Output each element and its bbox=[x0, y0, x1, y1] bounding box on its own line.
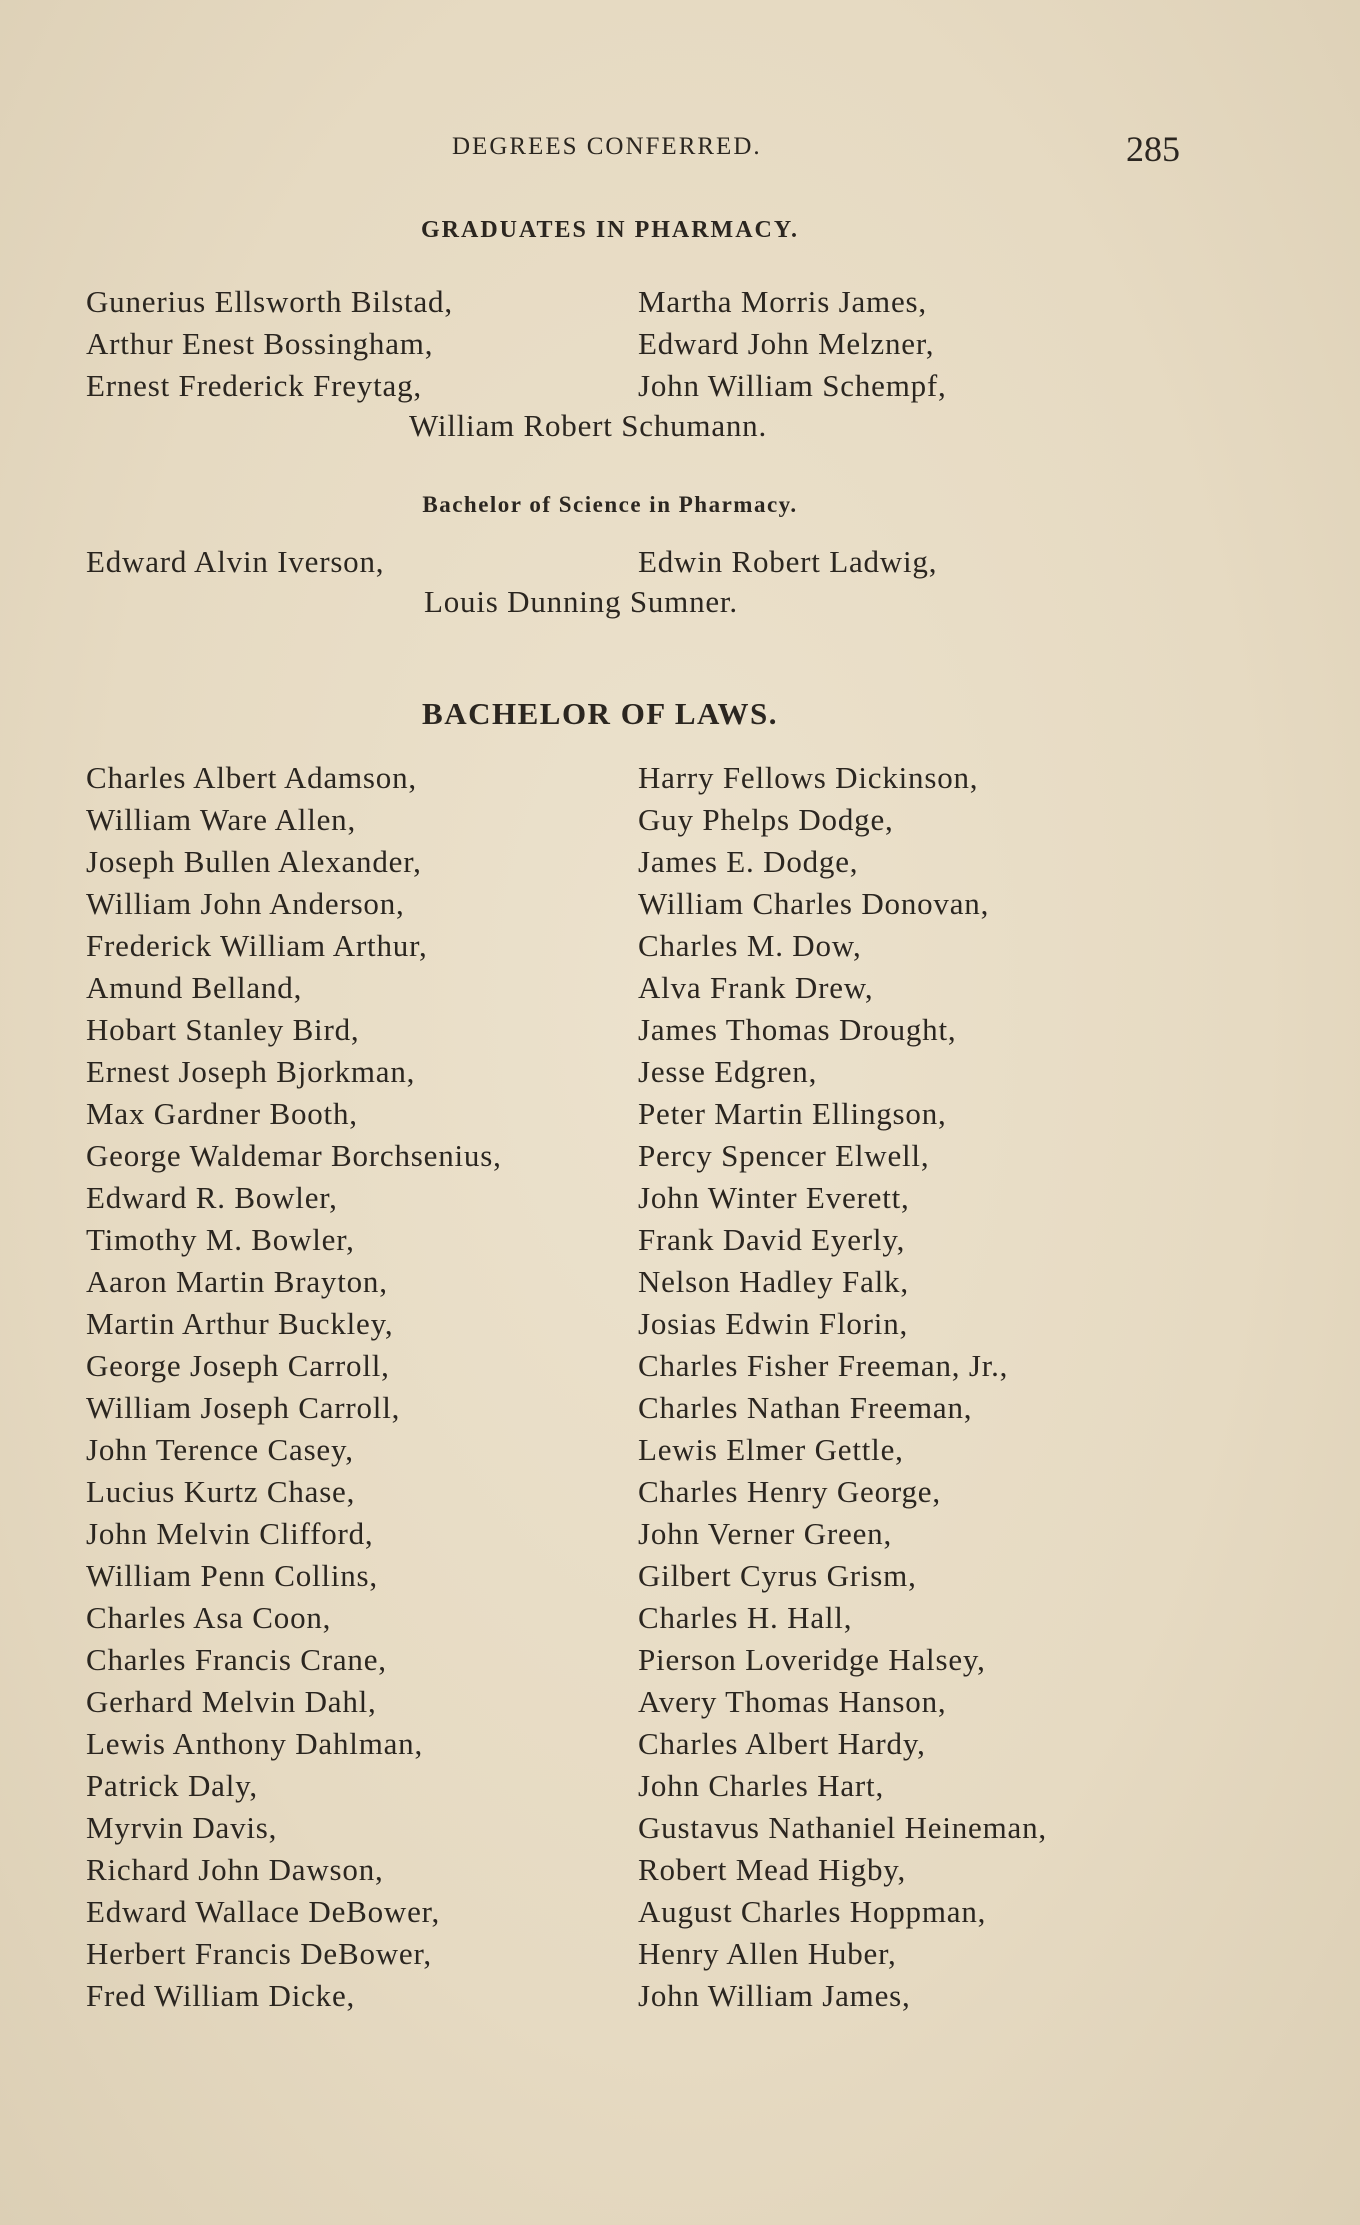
name-entry: Percy Spencer Elwell, bbox=[638, 1138, 930, 1173]
name-entry: John Melvin Clifford, bbox=[86, 1516, 374, 1551]
name-entry: Lewis Anthony Dahlman, bbox=[86, 1726, 424, 1761]
name-entry: Gunerius Ellsworth Bilstad, bbox=[86, 284, 453, 319]
name-entry: Edward John Melzner, bbox=[638, 326, 935, 361]
name-entry: Ernest Frederick Freytag, bbox=[86, 368, 422, 403]
name-entry: Richard John Dawson, bbox=[86, 1852, 384, 1887]
name-entry: Josias Edwin Florin, bbox=[638, 1306, 909, 1341]
name-entry: Edward Alvin Iverson, bbox=[86, 544, 385, 579]
name-entry: Myrvin Davis, bbox=[86, 1810, 278, 1845]
pharmacy-left-column bbox=[86, 281, 453, 407]
page-number: 285 bbox=[1126, 129, 1180, 169]
name-entry: Fred William Dicke, bbox=[86, 1978, 356, 2013]
laws-left-column bbox=[86, 757, 502, 2017]
section-title-graduates-pharmacy: GRADUATES IN PHARMACY. bbox=[420, 217, 800, 243]
name-entry: George Joseph Carroll, bbox=[86, 1348, 390, 1383]
name-entry: Edward Wallace DeBower, bbox=[86, 1894, 441, 1929]
name-entry: Aaron Martin Brayton, bbox=[86, 1264, 388, 1299]
name-entry: Charles Albert Adamson, bbox=[86, 760, 417, 795]
name-entry: John Winter Everett, bbox=[638, 1180, 910, 1215]
name-entry: Charles M. Dow, bbox=[638, 928, 862, 963]
name-entry: Henry Allen Huber, bbox=[638, 1936, 897, 1971]
name-entry: Patrick Daly, bbox=[86, 1768, 258, 1803]
name-entry: Alva Frank Drew, bbox=[638, 970, 874, 1005]
name-entry: Charles Fisher Freeman, Jr., bbox=[638, 1348, 1009, 1383]
laws-right-column bbox=[638, 757, 1047, 2017]
name-entry: Harry Fellows Dickinson, bbox=[638, 760, 979, 795]
name-entry: William Charles Donovan, bbox=[638, 886, 990, 921]
name-entry: Herbert Francis DeBower, bbox=[86, 1936, 432, 1971]
name-entry: John William James, bbox=[638, 1978, 911, 2013]
name-entry: James Thomas Drought, bbox=[638, 1012, 957, 1047]
name-entry: James E. Dodge, bbox=[638, 844, 859, 879]
name-entry: Lucius Kurtz Chase, bbox=[86, 1474, 356, 1509]
name-entry: Martha Morris James, bbox=[638, 284, 927, 319]
name-entry: Hobart Stanley Bird, bbox=[86, 1012, 360, 1047]
name-entry: John William Schempf, bbox=[638, 368, 947, 403]
name-entry: Charles Albert Hardy, bbox=[638, 1726, 926, 1761]
name-entry: John Terence Casey, bbox=[86, 1432, 354, 1467]
name-entry: William Joseph Carroll, bbox=[86, 1390, 401, 1425]
name-entry: Guy Phelps Dodge, bbox=[638, 802, 894, 837]
name-entry: Frederick William Arthur, bbox=[86, 928, 428, 963]
name-entry: Gerhard Melvin Dahl, bbox=[86, 1684, 377, 1719]
name-entry: Joseph Bullen Alexander, bbox=[86, 844, 422, 879]
name-entry: John Verner Green, bbox=[638, 1516, 892, 1551]
bs-pharmacy-right-column bbox=[638, 541, 937, 583]
name-entry: Peter Martin Ellingson, bbox=[638, 1096, 947, 1131]
section-title-bachelor-of-laws: BACHELOR OF LAWS. bbox=[422, 696, 778, 731]
name-entry: William Penn Collins, bbox=[86, 1558, 378, 1593]
name-entry: Charles Nathan Freeman, bbox=[638, 1390, 973, 1425]
name-entry: Charles Asa Coon, bbox=[86, 1600, 332, 1635]
bs-pharmacy-centered-name: Louis Dunning Sumner. bbox=[424, 584, 738, 619]
name-entry: Charles Francis Crane, bbox=[86, 1642, 387, 1677]
name-entry: Frank David Eyerly, bbox=[638, 1222, 906, 1257]
name-entry: John Charles Hart, bbox=[638, 1768, 884, 1803]
name-entry: William John Anderson, bbox=[86, 886, 405, 921]
name-entry: Max Gardner Booth, bbox=[86, 1096, 358, 1131]
section-title-bachelor-science-pharmacy: Bachelor of Science in Pharmacy. bbox=[422, 492, 798, 517]
name-entry: Pierson Loveridge Halsey, bbox=[638, 1642, 986, 1677]
name-entry: Charles H. Hall, bbox=[638, 1600, 853, 1635]
bs-pharmacy-left-column bbox=[86, 541, 384, 583]
name-entry: Arthur Enest Bossingham, bbox=[86, 326, 434, 361]
name-entry: Ernest Joseph Bjorkman, bbox=[86, 1054, 416, 1089]
name-entry: Avery Thomas Hanson, bbox=[638, 1684, 947, 1719]
name-entry: Gilbert Cyrus Grism, bbox=[638, 1558, 917, 1593]
name-entry: Edwin Robert Ladwig, bbox=[638, 544, 938, 579]
running-head: DEGREES CONFERRED. bbox=[452, 133, 762, 160]
name-entry: August Charles Hoppman, bbox=[638, 1894, 987, 1929]
name-entry: Nelson Hadley Falk, bbox=[638, 1264, 909, 1299]
pharmacy-centered-name: William Robert Schumann. bbox=[409, 408, 768, 443]
name-entry: Gustavus Nathaniel Heineman, bbox=[638, 1810, 1047, 1845]
pharmacy-right-column bbox=[638, 281, 947, 407]
name-entry: Timothy M. Bowler, bbox=[86, 1222, 355, 1257]
name-entry: William Ware Allen, bbox=[86, 802, 357, 837]
name-entry: Jesse Edgren, bbox=[638, 1054, 818, 1089]
name-entry: Amund Belland, bbox=[86, 970, 303, 1005]
name-entry: Martin Arthur Buckley, bbox=[86, 1306, 394, 1341]
name-entry: Charles Henry George, bbox=[638, 1474, 941, 1509]
name-entry: George Waldemar Borchsenius, bbox=[86, 1138, 502, 1173]
name-entry: Edward R. Bowler, bbox=[86, 1180, 338, 1215]
name-entry: Robert Mead Higby, bbox=[638, 1852, 907, 1887]
name-entry: Lewis Elmer Gettle, bbox=[638, 1432, 904, 1467]
